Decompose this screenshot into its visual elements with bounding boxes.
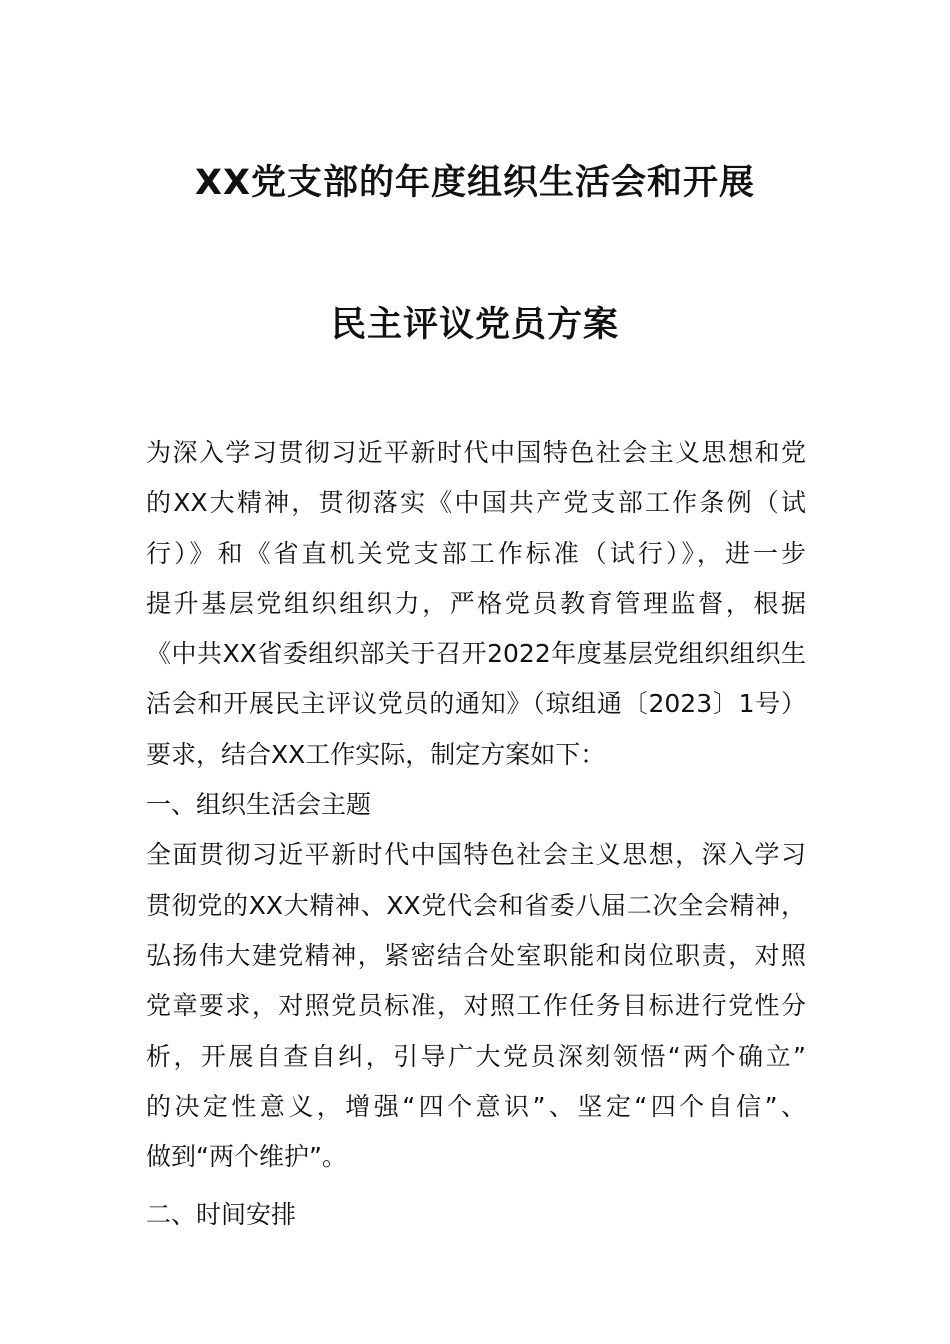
paragraph-line: 提升基层党组织组织力，严格党员教育管理监督，根据: [146, 588, 806, 618]
paragraph-line: 的XX大精神，贯彻落实《中国共产党支部工作条例（试: [146, 488, 806, 518]
paragraph-line: 的决定性意义，增强“四个意识”、坚定“四个自信”、: [146, 1091, 806, 1121]
paragraph-line: 行）》和《省直机关党支部工作标准（试行）》，进一步: [146, 538, 806, 568]
paragraph-line: 析，开展自查自纠，引导广大党员深刻领悟“两个确立”: [146, 1041, 806, 1071]
paragraph-line: 为深入学习贯彻习近平新时代中国特色社会主义思想和党: [146, 438, 806, 467]
document-title-line-1: XX党支部的年度组织生活会和开展: [195, 163, 755, 203]
document-body: [146, 428, 806, 1241]
section-1-paragraph: [146, 830, 806, 1182]
section-heading-1: 一、组织生活会主题: [146, 790, 372, 820]
paragraph-line: 弘扬伟大建党精神，紧密结合处室职能和岗位职责，对照: [146, 940, 806, 970]
paragraph-spacer: [146, 1182, 806, 1190]
paragraph-line: 活会和开展民主评议党员的通知》（琼组通〔2023〕1号）: [146, 689, 806, 719]
paragraph-line: 《中共XX省委组织部关于召开2022年度基层党组织组织生: [146, 639, 806, 669]
intro-paragraph: [146, 428, 806, 780]
paragraph-line: 全面贯彻习近平新时代中国特色社会主义思想，深入学习: [146, 840, 806, 870]
paragraph-line: 党章要求，对照党员标准，对照工作任务目标进行党性分: [146, 991, 806, 1021]
paragraph-line: 做到“两个维护”。: [146, 1142, 347, 1172]
section-heading-2: 二、时间安排: [146, 1200, 297, 1230]
document-title-line-2: 民主评议党员方案: [330, 305, 619, 345]
paragraph-line: 贯彻党的XX大精神、XX党代会和省委八届二次全会精神，: [146, 890, 806, 920]
paragraph-line: 要求，结合XX工作实际，制定方案如下：: [146, 739, 606, 769]
